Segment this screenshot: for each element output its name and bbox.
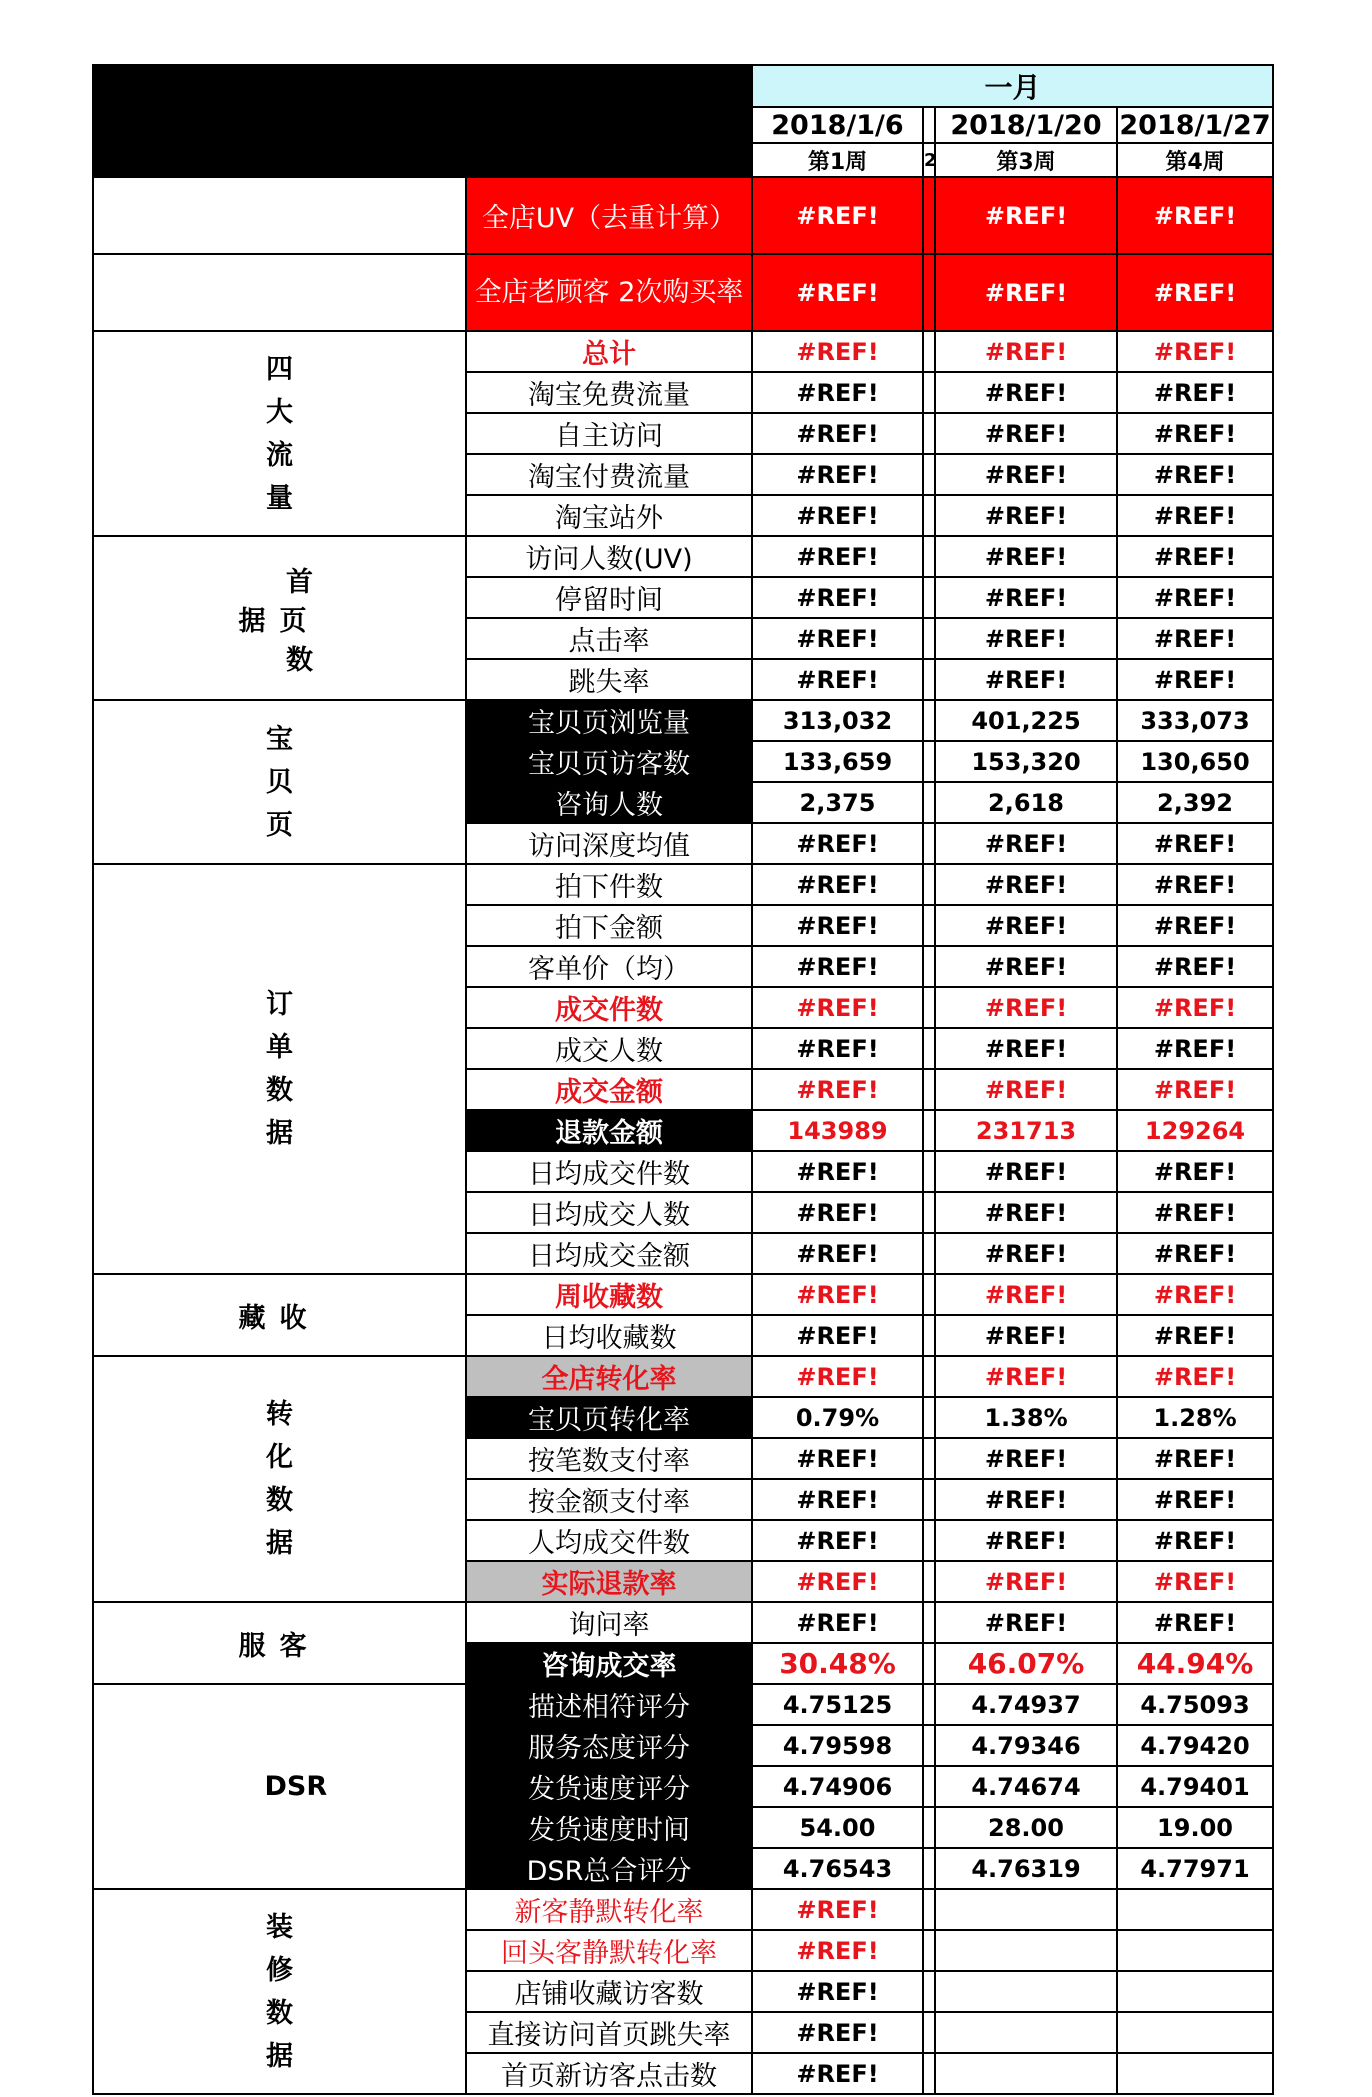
table-row — [93, 864, 1273, 905]
value-cell: #REF! — [1117, 1479, 1273, 1520]
value-cell: 129264 — [1117, 1110, 1273, 1151]
hidden-column-cell — [923, 1192, 935, 1233]
value-cell — [1117, 1930, 1273, 1971]
value-cell: #REF! — [752, 536, 923, 577]
value-cell: #REF! — [935, 1069, 1117, 1110]
value-cell: #REF! — [1117, 1356, 1273, 1397]
hidden-column-cell — [923, 1233, 935, 1274]
row-label: 宝贝页转化率 — [466, 1397, 752, 1438]
value-cell — [935, 2053, 1117, 2094]
value-cell: 133,659 — [752, 741, 923, 782]
value-cell: 54.00 — [752, 1807, 923, 1848]
value-cell — [1117, 2012, 1273, 2053]
hidden-column-cell — [923, 1807, 935, 1848]
value-cell: 153,320 — [935, 741, 1117, 782]
hidden-column-cell — [923, 700, 935, 741]
row-label: 点击率 — [466, 618, 752, 659]
row-label: 成交人数 — [466, 1028, 752, 1069]
value-cell: 1.38% — [935, 1397, 1117, 1438]
hidden-column-cell — [923, 1643, 935, 1684]
value-cell — [1117, 1889, 1273, 1930]
value-cell: #REF! — [1117, 987, 1273, 1028]
row-label: 首页新访客点击数 — [466, 2053, 752, 2094]
section-homepage: 首 据页 数 — [93, 536, 466, 700]
row-label: 退款金额 — [466, 1110, 752, 1151]
value-cell: #REF! — [752, 1192, 923, 1233]
value-cell: #REF! — [935, 577, 1117, 618]
hidden-column-cell — [923, 1028, 935, 1069]
row-label: 成交金额 — [466, 1069, 752, 1110]
section-traffic: 四大流量 — [93, 331, 466, 536]
week-label-2: 2 — [923, 143, 935, 177]
week-label-1: 第1周 — [752, 143, 923, 177]
value-cell — [1117, 2053, 1273, 2094]
value-cell: 143989 — [752, 1110, 923, 1151]
week-label-4: 第4周 — [1117, 143, 1273, 177]
value-cell: #REF! — [1117, 577, 1273, 618]
value-cell: #REF! — [752, 1602, 923, 1643]
hidden-column-cell — [923, 1725, 935, 1766]
value-cell: #REF! — [1117, 331, 1273, 372]
value-cell: #REF! — [935, 1520, 1117, 1561]
value-cell: #REF! — [1117, 1192, 1273, 1233]
section-order-data: 订单数据 — [93, 864, 466, 1274]
value-cell: 2,392 — [1117, 782, 1273, 823]
section-decoration: 装修数据 — [93, 1889, 466, 2094]
table-row — [93, 177, 1273, 254]
value-cell: #REF! — [752, 1356, 923, 1397]
value-cell: #REF! — [1117, 1602, 1273, 1643]
value-cell: 4.79598 — [752, 1725, 923, 1766]
row-label: 服务态度评分 — [466, 1725, 752, 1766]
value-cell: 4.79401 — [1117, 1766, 1273, 1807]
value-cell — [1117, 1971, 1273, 2012]
value-cell: 401,225 — [935, 700, 1117, 741]
table-row — [93, 331, 1273, 372]
hidden-column-cell — [923, 1766, 935, 1807]
value-cell: #REF! — [935, 659, 1117, 700]
value-cell: #REF! — [935, 1438, 1117, 1479]
value-cell: #REF! — [935, 1602, 1117, 1643]
value-cell: #REF! — [1117, 372, 1273, 413]
value-cell: #REF! — [1117, 454, 1273, 495]
row-label: 发货速度时间 — [466, 1807, 752, 1848]
value-cell: #REF! — [935, 536, 1117, 577]
hidden-column-cell — [923, 1151, 935, 1192]
hidden-column-cell — [923, 454, 935, 495]
value-cell: 4.74937 — [935, 1684, 1117, 1725]
value-cell: #REF! — [752, 1274, 923, 1315]
row-label: 宝贝页访客数 — [466, 741, 752, 782]
value-cell: #REF! — [752, 177, 923, 254]
value-cell: #REF! — [752, 987, 923, 1028]
section-dsr: DSR — [93, 1684, 466, 1889]
value-cell: #REF! — [752, 618, 923, 659]
value-cell: #REF! — [1117, 1274, 1273, 1315]
value-cell: #REF! — [752, 413, 923, 454]
value-cell: #REF! — [1117, 536, 1273, 577]
table-row — [93, 700, 1273, 741]
hidden-column-cell — [923, 1930, 935, 1971]
value-cell: #REF! — [935, 1274, 1117, 1315]
hidden-column-cell — [923, 946, 935, 987]
value-cell: 1.28% — [1117, 1397, 1273, 1438]
weekly-report-table — [92, 64, 1274, 2095]
table-row — [93, 1602, 1273, 1643]
value-cell: #REF! — [1117, 177, 1273, 254]
value-cell: #REF! — [935, 372, 1117, 413]
row-label: 全店UV（去重计算） — [466, 177, 752, 254]
hidden-column-cell — [923, 495, 935, 536]
value-cell: #REF! — [1117, 864, 1273, 905]
value-cell: 4.79420 — [1117, 1725, 1273, 1766]
row-label: 拍下件数 — [466, 864, 752, 905]
value-cell: #REF! — [1117, 1561, 1273, 1602]
hidden-column-cell — [923, 413, 935, 454]
value-cell: #REF! — [1117, 1028, 1273, 1069]
value-cell: #REF! — [752, 1561, 923, 1602]
row-label: 日均成交人数 — [466, 1192, 752, 1233]
row-label: 店铺收藏访客数 — [466, 1971, 752, 2012]
row-label: 拍下金额 — [466, 905, 752, 946]
table-row — [93, 254, 1273, 331]
value-cell: #REF! — [1117, 495, 1273, 536]
hidden-column-cell — [923, 1561, 935, 1602]
row-label: 咨询人数 — [466, 782, 752, 823]
row-label: 淘宝免费流量 — [466, 372, 752, 413]
value-cell: 30.48% — [752, 1643, 923, 1684]
value-cell: 4.77971 — [1117, 1848, 1273, 1889]
hidden-column-cell — [923, 782, 935, 823]
hidden-column-cell — [923, 823, 935, 864]
hidden-column-cell — [923, 331, 935, 372]
value-cell — [935, 1889, 1117, 1930]
value-cell: #REF! — [752, 2012, 923, 2053]
table-row — [93, 1356, 1273, 1397]
row-label: 人均成交件数 — [466, 1520, 752, 1561]
value-cell: #REF! — [935, 413, 1117, 454]
value-cell: #REF! — [752, 1151, 923, 1192]
hidden-column-cell — [923, 659, 935, 700]
value-cell: #REF! — [1117, 1233, 1273, 1274]
value-cell: #REF! — [752, 1438, 923, 1479]
row-label: 回头客静默转化率 — [466, 1930, 752, 1971]
value-cell: #REF! — [752, 372, 923, 413]
value-cell: #REF! — [935, 331, 1117, 372]
row-label: 访问人数(UV) — [466, 536, 752, 577]
row-label: 自主访问 — [466, 413, 752, 454]
value-cell: #REF! — [1117, 254, 1273, 331]
value-cell: 44.94% — [1117, 1643, 1273, 1684]
row-label: 发货速度评分 — [466, 1766, 752, 1807]
hidden-column-cell — [923, 1397, 935, 1438]
hidden-column-cell — [923, 987, 935, 1028]
row-label: 咨询成交率 — [466, 1643, 752, 1684]
value-cell: #REF! — [752, 454, 923, 495]
table-row — [93, 1274, 1273, 1315]
row-label: 日均成交件数 — [466, 1151, 752, 1192]
value-cell: #REF! — [752, 823, 923, 864]
value-cell: 4.76543 — [752, 1848, 923, 1889]
row-label: 成交件数 — [466, 987, 752, 1028]
row-label: 日均收藏数 — [466, 1315, 752, 1356]
value-cell: #REF! — [935, 1479, 1117, 1520]
value-cell: #REF! — [752, 659, 923, 700]
value-cell: #REF! — [752, 946, 923, 987]
value-cell: 4.76319 — [935, 1848, 1117, 1889]
value-cell: #REF! — [935, 454, 1117, 495]
empty-cell — [93, 254, 466, 331]
hidden-column-cell — [923, 1479, 935, 1520]
hidden-column-cell — [923, 1602, 935, 1643]
value-cell: 231713 — [935, 1110, 1117, 1151]
row-label: DSR总合评分 — [466, 1848, 752, 1889]
hidden-column-cell — [923, 1069, 935, 1110]
value-cell: 2,375 — [752, 782, 923, 823]
hidden-column-cell — [923, 1848, 935, 1889]
value-cell: #REF! — [935, 987, 1117, 1028]
value-cell: #REF! — [1117, 1151, 1273, 1192]
value-cell: #REF! — [752, 1028, 923, 1069]
value-cell: #REF! — [935, 495, 1117, 536]
row-label: 全店转化率 — [466, 1356, 752, 1397]
row-label: 按金额支付率 — [466, 1479, 752, 1520]
value-cell: 313,032 — [752, 700, 923, 741]
hidden-column-cell — [923, 1971, 935, 2012]
hidden-column-cell — [923, 905, 935, 946]
row-label: 日均成交金额 — [466, 1233, 752, 1274]
row-label: 淘宝站外 — [466, 495, 752, 536]
hidden-column-cell — [923, 2053, 935, 2094]
row-label: 描述相符评分 — [466, 1684, 752, 1725]
hidden-column-cell — [923, 372, 935, 413]
hidden-column-cell — [923, 1315, 935, 1356]
value-cell: #REF! — [935, 1028, 1117, 1069]
hidden-column-cell — [923, 1274, 935, 1315]
hidden-column-cell — [923, 864, 935, 905]
value-cell: #REF! — [752, 864, 923, 905]
value-cell: #REF! — [935, 618, 1117, 659]
hidden-column-cell — [923, 254, 935, 331]
value-cell: #REF! — [935, 946, 1117, 987]
value-cell: #REF! — [1117, 1520, 1273, 1561]
row-label: 淘宝付费流量 — [466, 454, 752, 495]
month-label: 一月 — [752, 65, 1273, 107]
hidden-column-cell — [923, 1110, 935, 1151]
value-cell: #REF! — [752, 577, 923, 618]
black-header-block — [93, 65, 752, 177]
hidden-column-cell — [923, 618, 935, 659]
section-conversion: 转化数据 — [93, 1356, 466, 1602]
value-cell: #REF! — [752, 1233, 923, 1274]
row-label: 全店老顾客 2次购买率 — [466, 254, 752, 331]
value-cell: 333,073 — [1117, 700, 1273, 741]
row-label: 周收藏数 — [466, 1274, 752, 1315]
value-cell: #REF! — [1117, 946, 1273, 987]
row-label: 实际退款率 — [466, 1561, 752, 1602]
value-cell: 4.79346 — [935, 1725, 1117, 1766]
hidden-column-cell — [923, 1438, 935, 1479]
value-cell: #REF! — [935, 177, 1117, 254]
value-cell: #REF! — [935, 1151, 1117, 1192]
table-row — [93, 1684, 1273, 1725]
value-cell: #REF! — [935, 1561, 1117, 1602]
week-label-3: 第3周 — [935, 143, 1117, 177]
value-cell: 46.07% — [935, 1643, 1117, 1684]
value-cell: #REF! — [935, 1192, 1117, 1233]
row-label: 客单价（均） — [466, 946, 752, 987]
row-label: 直接访问首页跳失率 — [466, 2012, 752, 2053]
value-cell: #REF! — [752, 1479, 923, 1520]
row-label: 新客静默转化率 — [466, 1889, 752, 1930]
table-row — [93, 536, 1273, 577]
date-week2 — [923, 107, 935, 143]
date-week1: 2018/1/6 — [752, 107, 923, 143]
hidden-column-cell — [923, 177, 935, 254]
value-cell — [935, 2012, 1117, 2053]
value-cell: 2,618 — [935, 782, 1117, 823]
value-cell: #REF! — [1117, 1069, 1273, 1110]
value-cell: #REF! — [935, 1233, 1117, 1274]
date-week4: 2018/1/27 — [1117, 107, 1273, 143]
value-cell: #REF! — [935, 1315, 1117, 1356]
value-cell — [935, 1971, 1117, 2012]
empty-cell — [93, 177, 466, 254]
hidden-column-cell — [923, 741, 935, 782]
value-cell: 4.74906 — [752, 1766, 923, 1807]
value-cell: #REF! — [935, 254, 1117, 331]
row-label: 询问率 — [466, 1602, 752, 1643]
value-cell: #REF! — [935, 1356, 1117, 1397]
value-cell: #REF! — [752, 1930, 923, 1971]
value-cell: #REF! — [752, 331, 923, 372]
hidden-column-cell — [923, 1520, 935, 1561]
value-cell: #REF! — [935, 864, 1117, 905]
value-cell: 4.74674 — [935, 1766, 1117, 1807]
date-week3: 2018/1/20 — [935, 107, 1117, 143]
hidden-column-cell — [923, 2012, 935, 2053]
value-cell: #REF! — [935, 823, 1117, 864]
value-cell: 4.75093 — [1117, 1684, 1273, 1725]
value-cell: 0.79% — [752, 1397, 923, 1438]
section-item-page: 宝贝页 — [93, 700, 466, 864]
value-cell: #REF! — [935, 905, 1117, 946]
row-label: 按笔数支付率 — [466, 1438, 752, 1479]
row-label: 总计 — [466, 331, 752, 372]
table-row — [93, 1889, 1273, 1930]
value-cell: #REF! — [1117, 905, 1273, 946]
hidden-column-cell — [923, 536, 935, 577]
section-customer-service: 服客 — [93, 1602, 466, 1684]
value-cell: #REF! — [752, 2053, 923, 2094]
hidden-column-cell — [923, 1356, 935, 1397]
value-cell: #REF! — [752, 1971, 923, 2012]
value-cell: #REF! — [1117, 823, 1273, 864]
value-cell: #REF! — [1117, 1315, 1273, 1356]
value-cell: #REF! — [752, 1520, 923, 1561]
value-cell: #REF! — [752, 1069, 923, 1110]
header-row-month — [93, 65, 1273, 107]
value-cell: #REF! — [752, 495, 923, 536]
value-cell: 28.00 — [935, 1807, 1117, 1848]
value-cell: #REF! — [1117, 413, 1273, 454]
value-cell: #REF! — [752, 254, 923, 331]
row-label: 访问深度均值 — [466, 823, 752, 864]
value-cell: #REF! — [752, 1889, 923, 1930]
value-cell: #REF! — [1117, 1438, 1273, 1479]
value-cell: #REF! — [1117, 618, 1273, 659]
value-cell: 19.00 — [1117, 1807, 1273, 1848]
hidden-column-cell — [923, 577, 935, 618]
value-cell: #REF! — [752, 1315, 923, 1356]
row-label: 跳失率 — [466, 659, 752, 700]
hidden-column-cell — [923, 1684, 935, 1725]
value-cell: #REF! — [1117, 659, 1273, 700]
value-cell: 130,650 — [1117, 741, 1273, 782]
value-cell: #REF! — [752, 905, 923, 946]
value-cell: 4.75125 — [752, 1684, 923, 1725]
section-favorites: 藏收 — [93, 1274, 466, 1356]
hidden-column-cell — [923, 1889, 935, 1930]
row-label: 宝贝页浏览量 — [466, 700, 752, 741]
value-cell — [935, 1930, 1117, 1971]
row-label: 停留时间 — [466, 577, 752, 618]
